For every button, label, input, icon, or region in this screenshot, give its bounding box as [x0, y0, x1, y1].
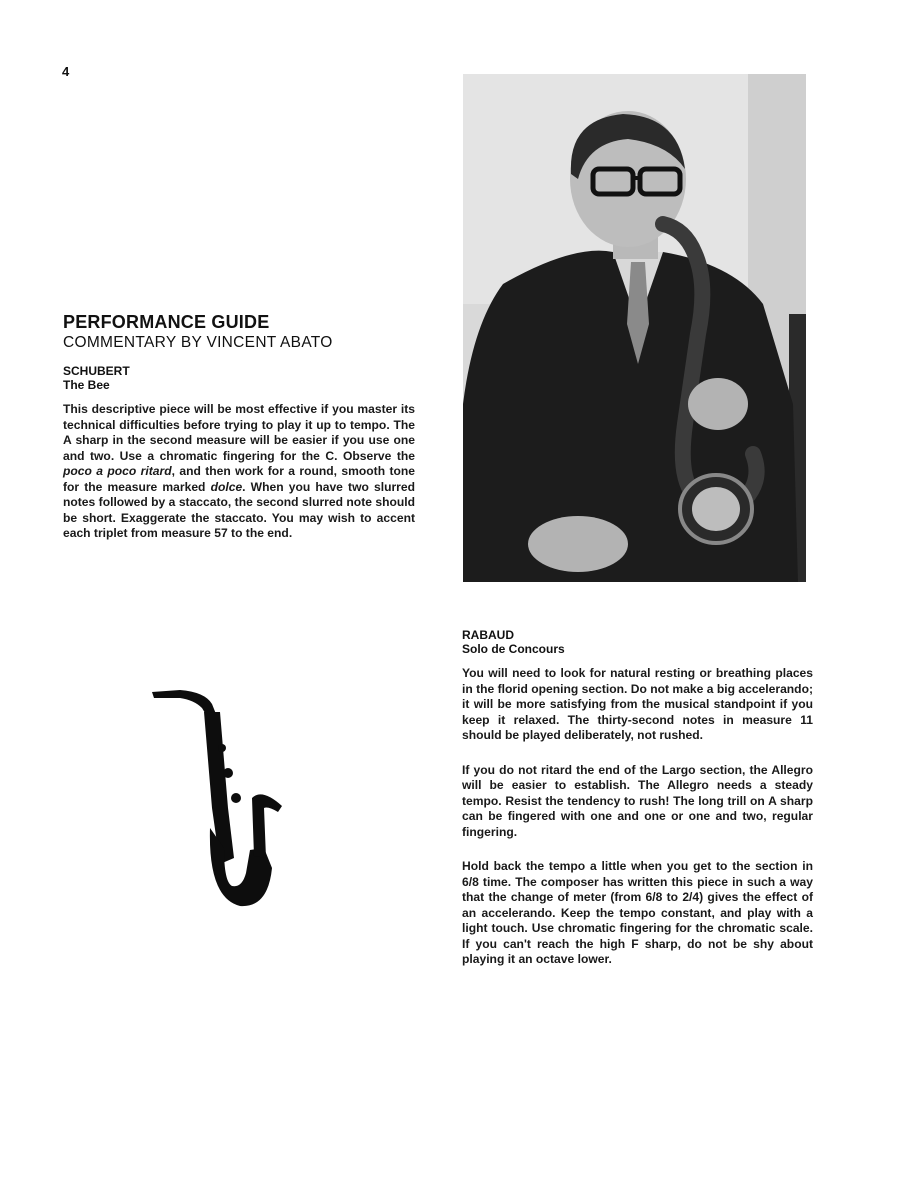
- saxophonist-photo: [463, 74, 806, 582]
- performance-guide-header: [63, 312, 415, 352]
- page-number: 4: [62, 64, 70, 79]
- rabaud-composer: RABAUD: [462, 628, 514, 642]
- schubert-commentary: [63, 402, 415, 542]
- rabaud-piece-title: Solo de Concours: [462, 642, 565, 656]
- schubert-text-1: This descriptive piece will be most effective if you master its technical difficulties before trying to play it up to tempo. The A sharp in the second measure will be easier if you use one and two. Use a chromatic fingering for the C. Observe the: [63, 402, 415, 463]
- schubert-piece-title: The Bee: [63, 378, 110, 392]
- rabaud-section: [462, 628, 813, 968]
- guide-title: PERFORMANCE GUIDE: [63, 312, 270, 332]
- schubert-text-2: , and then work for a round, smooth tone for the measure marked: [63, 464, 415, 494]
- schubert-section: [63, 364, 415, 542]
- rabaud-paragraph: You will need to look for natural resting or breathing places in the florid opening section. Do not make a big accelerando; it will be more satisfying from the musical standpoint if you keep it relaxed. The thirty-second notes in measure 11 should be played deliberately, not rushed.: [462, 666, 813, 742]
- schubert-italic-1: poco a poco ritard: [63, 464, 172, 478]
- schubert-italic-2: dolce: [210, 479, 243, 494]
- schubert-composer: SCHUBERT: [63, 364, 130, 378]
- schubert-text-3: . When you have two slurred notes followed by a staccato, the second slurred note should be short. Exaggerate the staccato. You may wish to accent each triplet from measure 57 to the end.: [63, 479, 415, 540]
- rabaud-paragraph: If you do not ritard the end of the Largo section, the Allegro will be easier to establish. The Allegro needs a steady tempo. Resist the tendency to rush! The long trill on A sharp can be fingered with one and one or one and two, regular fingering.: [462, 762, 813, 839]
- saxophone-icon: [150, 688, 285, 910]
- rabaud-paragraph: Hold back the tempo a little when you get to the section in 6/8 time. The composer has written this piece in such a way that the change of meter (from 6/8 to 2/4) gives the effect of an accelerando. Keep the tempo constant, and play with a light touch. Use chromatic fingering for the chromatic scale. If you can't reach the high F sharp, do not be shy about playing it an octave lower.: [462, 859, 813, 966]
- guide-subtitle: COMMENTARY BY VINCENT ABATO: [63, 334, 333, 351]
